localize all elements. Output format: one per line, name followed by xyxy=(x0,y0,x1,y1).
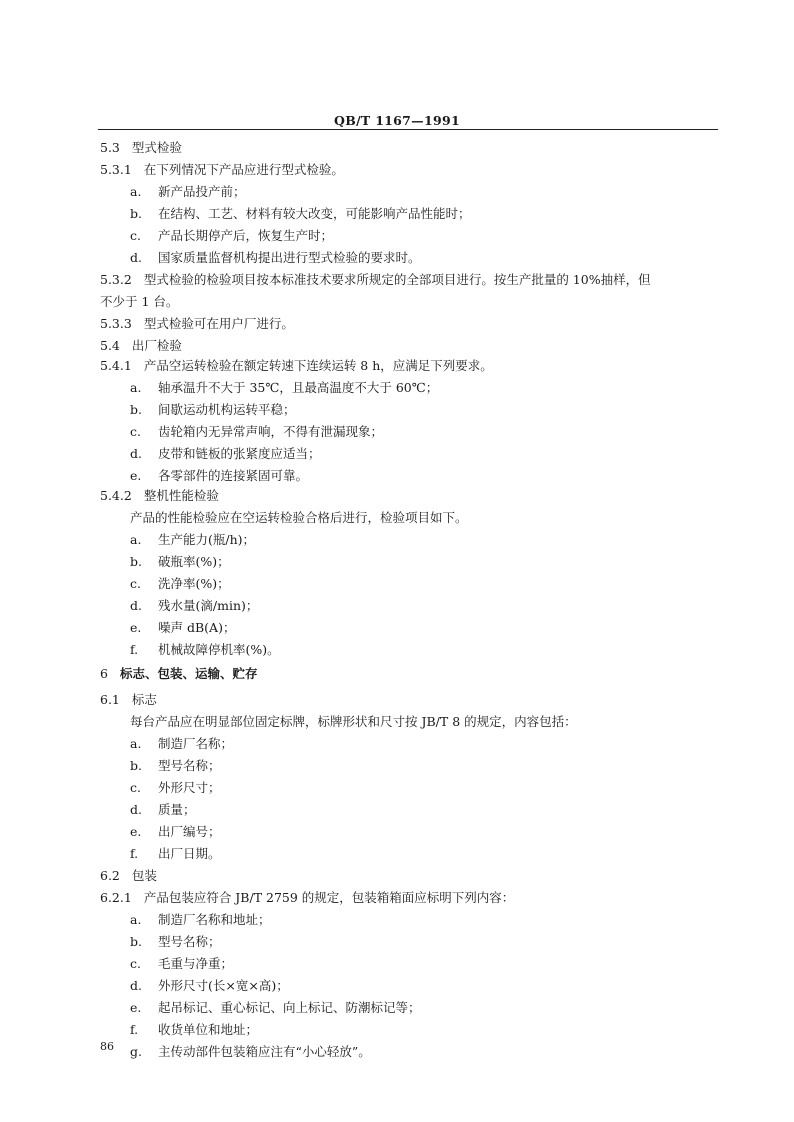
text-line xyxy=(130,956,233,972)
list-item-text: 国家质量监督机构提出进行型式检验的要求时。 xyxy=(158,250,421,265)
text-line xyxy=(130,402,296,418)
list-item-text: 洗净率(%)； xyxy=(158,576,230,591)
text-line xyxy=(130,1022,258,1038)
clause-number: 6.2.1 xyxy=(100,890,132,905)
clause-title: 包装 xyxy=(131,868,157,883)
clause-number: 5.3.1 xyxy=(100,162,132,177)
paragraph: 产品的性能检验应在空运转检验合格后进行，检验项目如下。 xyxy=(130,510,468,525)
list-item-key: a. xyxy=(130,912,142,927)
clause-number: 6.1 xyxy=(100,692,120,707)
clause-title: 型式检验的检验项目按本标准技术要求所规定的全部项目进行。按生产批量的 10%抽样，但 xyxy=(143,272,651,287)
text-line xyxy=(130,468,308,484)
list-item-key: d. xyxy=(130,446,142,461)
text-line xyxy=(130,846,221,862)
clause-title: 出厂检验 xyxy=(131,338,182,353)
list-item-key: a. xyxy=(130,736,142,751)
list-item-key: f. xyxy=(130,846,139,861)
list-item-key: b. xyxy=(130,206,142,221)
list-item-text: 出厂日期。 xyxy=(158,846,221,861)
text-line xyxy=(100,692,157,708)
list-item-key: b. xyxy=(130,554,142,569)
clause-number: 5.4.2 xyxy=(100,488,132,503)
list-item-key: e. xyxy=(130,468,142,483)
page-number: 86 xyxy=(100,1040,114,1053)
text-line xyxy=(100,666,257,682)
list-item-key: a. xyxy=(130,532,142,547)
text-line xyxy=(130,802,196,818)
list-item-text: 产品长期停产后，恢复生产时； xyxy=(158,228,334,243)
list-item-key: a. xyxy=(130,184,142,199)
text-line xyxy=(100,488,219,504)
list-item-text: 制造厂名称； xyxy=(158,736,234,751)
text-line xyxy=(100,868,157,884)
text-line xyxy=(130,620,235,636)
list-item-key: d. xyxy=(130,250,142,265)
list-item-text: 型号名称； xyxy=(158,758,221,773)
text-line xyxy=(100,358,493,374)
clause-title: 产品空运转检验在额定转速下连续运转 8 h，应满足下列要求。 xyxy=(143,358,493,373)
text-line xyxy=(130,228,333,244)
document-header: QB/T 1167—1991 xyxy=(334,113,460,128)
list-item-key: c. xyxy=(130,780,141,795)
text-line xyxy=(130,1000,421,1016)
list-item-key: g. xyxy=(130,1044,142,1059)
clause-title: 型式检验可在用户厂进行。 xyxy=(143,316,294,331)
list-item-text: 出厂编号； xyxy=(158,824,221,839)
clause-number: 5.3.3 xyxy=(100,316,132,331)
header-rule xyxy=(98,129,718,130)
text-line xyxy=(130,934,221,950)
text-line xyxy=(130,380,438,396)
text-line xyxy=(130,532,255,548)
clause-number: 6 xyxy=(100,666,108,681)
text-line xyxy=(100,316,294,332)
clause-title: 整机性能检验 xyxy=(143,488,219,503)
list-item-text: 新产品投产前； xyxy=(158,184,246,199)
clause-title: 在下列情况下产品应进行型式检验。 xyxy=(143,162,344,177)
list-item-key: e. xyxy=(130,824,142,839)
clause-title: 产品包装应符合 JB/T 2759 的规定，包装箱箱面应标明下列内容： xyxy=(143,890,515,905)
text-line xyxy=(130,576,230,592)
list-item-key: f. xyxy=(130,1022,139,1037)
text-line xyxy=(130,736,233,752)
list-item-text: 质量； xyxy=(158,802,196,817)
clause-title: 标志 xyxy=(131,692,157,707)
text-line xyxy=(130,554,230,570)
list-item-key: b. xyxy=(130,934,142,949)
text-line xyxy=(130,424,383,440)
list-item-text: 噪声 dB(A)； xyxy=(158,620,236,635)
clause-title: 型式检验 xyxy=(131,140,182,155)
list-item-text: 齿轮箱内无异常声响，不得有泄漏现象； xyxy=(158,424,384,439)
clause-number: 5.4 xyxy=(100,338,120,353)
list-item-text: 间歇运动机构运转平稳； xyxy=(158,402,296,417)
text-line xyxy=(130,1044,371,1060)
list-item-text: 外形尺寸； xyxy=(158,780,221,795)
list-item-text: 生产能力(瓶/h)； xyxy=(158,532,256,547)
list-item-key: e. xyxy=(130,620,142,635)
list-item-text: 主传动部件包装箱应注有“小心轻放”。 xyxy=(158,1044,371,1059)
list-item-text: 型号名称； xyxy=(158,934,221,949)
list-item-key: c. xyxy=(130,956,141,971)
list-item-text: 机械故障停机率(%)。 xyxy=(158,642,280,657)
text-line xyxy=(100,338,182,354)
paragraph: 每台产品应在明显部位固定标牌，标牌形状和尺寸按 JB/T 8 的规定，内容包括： xyxy=(130,714,577,729)
list-item-text: 收货单位和地址； xyxy=(158,1022,259,1037)
list-item-key: b. xyxy=(130,402,142,417)
text-line xyxy=(130,912,271,928)
list-item-text: 毛重与净重； xyxy=(158,956,234,971)
text-line xyxy=(130,250,421,266)
text-line xyxy=(130,206,471,222)
list-item-text: 制造厂名称和地址； xyxy=(158,912,271,927)
list-item-key: c. xyxy=(130,424,141,439)
list-item-key: a. xyxy=(130,380,142,395)
list-item-text: 外形尺寸(长×宽×高)； xyxy=(158,978,289,993)
text-line xyxy=(130,642,280,658)
list-item-text: 各零部件的连接紧固可靠。 xyxy=(158,468,309,483)
text-line xyxy=(130,780,221,796)
clause-number: 5.4.1 xyxy=(100,358,132,373)
text-line xyxy=(130,758,221,774)
list-item-text: 起吊标记、重心标记、向上标记、防潮标记等； xyxy=(158,1000,421,1015)
clause-number: 5.3.2 xyxy=(100,272,132,287)
clause-number: 6.2 xyxy=(100,868,120,883)
clause-number: 5.3 xyxy=(100,140,120,155)
list-item-key: c. xyxy=(130,576,141,591)
text-line xyxy=(130,598,258,614)
text-line xyxy=(100,162,344,178)
paragraph-continuation: 不少于 1 台。 xyxy=(100,294,179,309)
list-item-key: e. xyxy=(130,1000,142,1015)
list-item-text: 破瓶率(%)； xyxy=(158,554,230,569)
text-line xyxy=(100,890,514,906)
list-item-key: d. xyxy=(130,978,142,993)
text-line xyxy=(100,272,651,288)
list-item-key: b. xyxy=(130,758,142,773)
list-item-key: f. xyxy=(130,642,139,657)
text-line xyxy=(130,824,221,840)
list-item-key: d. xyxy=(130,802,142,817)
list-item-text: 在结构、工艺、材料有较大改变，可能影响产品性能时； xyxy=(158,206,471,221)
list-item-key: d. xyxy=(130,598,142,613)
list-item-text: 轴承温升不大于 35℃，且最高温度不大于 60℃； xyxy=(158,380,439,395)
text-line xyxy=(130,446,321,462)
list-item-text: 皮带和链板的张紧度应适当； xyxy=(158,446,321,461)
list-item-text: 残水量(滴/min)； xyxy=(158,598,259,613)
text-line xyxy=(130,184,246,200)
list-item-key: c. xyxy=(130,228,141,243)
text-line xyxy=(100,140,182,156)
clause-title: 标志、包装、运输、贮存 xyxy=(119,666,258,681)
text-line xyxy=(130,978,289,994)
